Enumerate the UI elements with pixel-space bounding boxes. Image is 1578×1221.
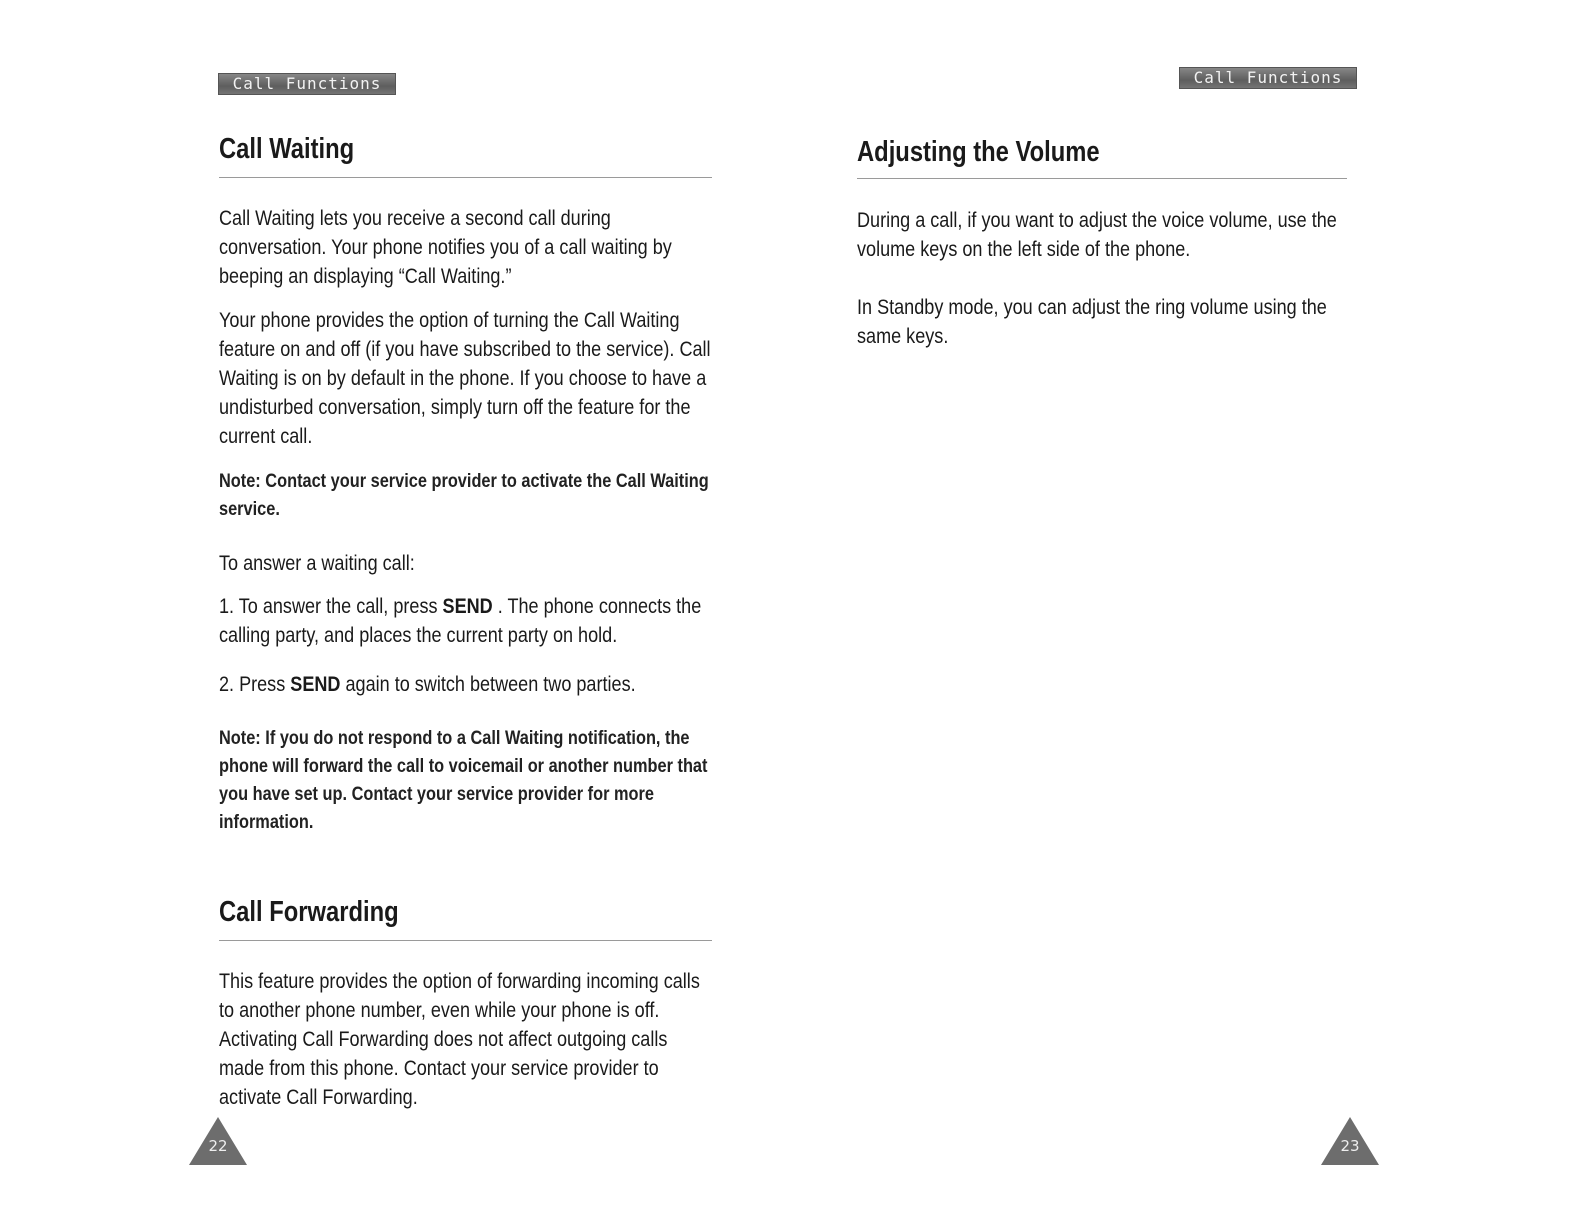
adjusting-volume-title: Adjusting the Volume <box>857 136 1100 168</box>
note-text: Contact your service provider to activate the Call Waiting service. <box>219 471 709 520</box>
title-rule <box>219 177 712 178</box>
note-activate-call-waiting <box>219 468 713 524</box>
section-header-tab: Call Functions <box>218 73 396 95</box>
note-no-response <box>219 725 713 837</box>
step-1-prefix: 1. To answer the call, press <box>219 595 438 618</box>
step-1 <box>219 592 713 650</box>
call-waiting-intro: Call Waiting lets you receive a second call during conversation. Your phone notifies you of a call waiting by beeping an displaying “Call Waiting.” <box>219 207 672 288</box>
title-rule <box>857 178 1347 179</box>
page-number: 23 <box>1340 1137 1360 1155</box>
step-1-suffix: . The phone connects the calling party, and places the current party on hold. <box>219 595 702 647</box>
right-page <box>789 0 1578 1221</box>
note-text: If you do not respond to a Call Waiting notification, the phone will forward the call to voicemail or another number that you have set up. Contact your service provider for more information. <box>219 728 708 833</box>
answer-intro: To answer a waiting call: <box>219 552 415 575</box>
send-key-label: SEND <box>290 673 341 696</box>
call-waiting-title: Call Waiting <box>219 133 355 165</box>
section-header-tab: Call Functions <box>1179 67 1357 89</box>
step-2-prefix: 2. Press <box>219 673 286 696</box>
step-2-suffix: again to switch between two parties. <box>345 673 636 696</box>
step-2 <box>219 670 713 699</box>
title-rule <box>219 940 712 941</box>
adjust-ring-volume-text: In Standby mode, you can adjust the ring volume using the same keys. <box>857 296 1327 348</box>
send-key-label: SEND <box>442 595 493 618</box>
note-label: Note: <box>219 728 261 749</box>
call-waiting-option: Your phone provides the option of turning the Call Waiting feature on and off (if you have subscribed to the service). Call Waiting is on by default in the phone. If you choose to have a undisturbed conversation, simply turn off the feature for the current call. <box>219 309 711 448</box>
call-forwarding-title: Call Forwarding <box>219 896 399 928</box>
note-label: Note: <box>219 471 261 492</box>
call-forwarding-text: This feature provides the option of forwarding incoming calls to another phone number, even while your phone is off. Activating Call Forwarding does not affect outgoing calls made from this phone. Contact your service provider to activate Call Forwarding. <box>219 970 700 1109</box>
page-number: 22 <box>208 1137 228 1155</box>
adjust-voice-volume-text: During a call, if you want to adjust the voice volume, use the volume keys on the left side of the phone. <box>857 209 1337 261</box>
